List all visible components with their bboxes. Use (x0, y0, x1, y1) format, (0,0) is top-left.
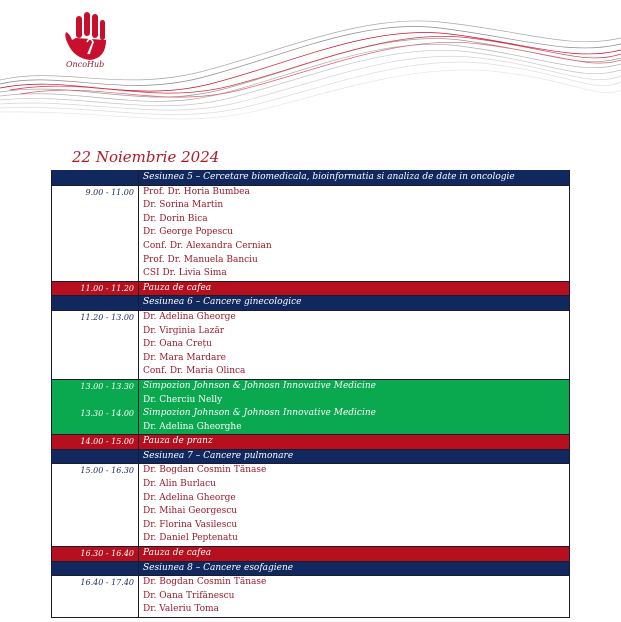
speaker-name: Dr. Bogdan Cosmin Tănase (139, 576, 570, 590)
schedule-row (52, 492, 570, 506)
speaker-name: Dr. Sorina Martin (139, 199, 570, 213)
session-title: Sesiunea 5 – Cercetare biomedicala, bioinformatia si analiza de date in oncologie (139, 171, 570, 186)
schedule-row (52, 171, 570, 186)
schedule-row (52, 590, 570, 604)
schedule-row (52, 240, 570, 254)
break-label: Pauza de pranz (139, 435, 570, 450)
time-cell (52, 492, 139, 506)
time-cell (52, 449, 139, 464)
session-title: Sesiunea 8 – Cancere esofagiene (139, 561, 570, 576)
schedule-row (52, 464, 570, 478)
time-cell (52, 421, 139, 435)
speaker-name: Dr. Adelina Gheorghe (139, 421, 570, 435)
schedule-row (52, 547, 570, 562)
speaker-name: Conf. Dr. Maria Olinca (139, 365, 570, 379)
page-title: 22 Noiembrie 2024 (72, 148, 220, 166)
time-cell: 13.00 - 13.30 (52, 379, 139, 393)
speaker-name: Dr. Virginia Lazăr (139, 325, 570, 339)
time-cell (52, 171, 139, 186)
time-cell (52, 267, 139, 281)
schedule-row (52, 603, 570, 617)
time-cell (52, 505, 139, 519)
time-cell (52, 254, 139, 268)
speaker-name: Conf. Dr. Alexandra Cernian (139, 240, 570, 254)
schedule-row (52, 199, 570, 213)
time-cell (52, 365, 139, 379)
time-cell (52, 352, 139, 366)
speaker-name: Dr. Mara Mardare (139, 352, 570, 366)
session-title: Sesiunea 6 – Cancere ginecologice (139, 296, 570, 311)
schedule-row (52, 296, 570, 311)
speaker-name: Dr. Bogdan Cosmin Tănase (139, 464, 570, 478)
schedule-row (52, 576, 570, 590)
schedule-row (52, 281, 570, 296)
speaker-name: Dr. Daniel Peptenatu (139, 532, 570, 546)
schedule-row (52, 449, 570, 464)
time-cell (52, 226, 139, 240)
break-label: Pauza de cafea (139, 547, 570, 562)
time-cell (52, 561, 139, 576)
schedule-row (52, 325, 570, 339)
time-cell (52, 325, 139, 339)
schedule-row (52, 505, 570, 519)
speaker-name: Dr. Florina Vasilescu (139, 519, 570, 533)
time-cell: 9.00 - 11.00 (52, 185, 139, 199)
session-title: Sesiunea 7 – Cancere pulmonare (139, 449, 570, 464)
speaker-name: Simpozion Johnson & Johnosn Innovative Medicine (139, 407, 570, 421)
speaker-name: Prof. Dr. Manuela Banciu (139, 254, 570, 268)
time-cell (52, 296, 139, 311)
schedule-row (52, 394, 570, 408)
schedule-row (52, 310, 570, 324)
schedule-row (52, 213, 570, 227)
time-cell (52, 240, 139, 254)
time-cell (52, 519, 139, 533)
time-cell: 13.30 - 14.00 (52, 407, 139, 421)
time-cell (52, 532, 139, 546)
speaker-name: Dr. Alin Burlacu (139, 478, 570, 492)
time-cell (52, 338, 139, 352)
schedule-row (52, 254, 570, 268)
speaker-name: Simpozion Johnson & Johnosn Innovative Medicine (139, 379, 570, 393)
schedule-row (52, 226, 570, 240)
speaker-name: Dr. Oana Trifănescu (139, 590, 570, 604)
schedule-row (52, 435, 570, 450)
schedule-row (52, 267, 570, 281)
schedule-row (52, 532, 570, 546)
time-cell (52, 478, 139, 492)
speaker-name: Dr. Valeriu Toma (139, 603, 570, 617)
time-cell: 16.30 - 16.40 (52, 547, 139, 562)
schedule-row (52, 352, 570, 366)
time-cell: 15.00 - 16.30 (52, 464, 139, 478)
schedule-row (52, 338, 570, 352)
schedule-row (52, 407, 570, 421)
speaker-name: CSI Dr. Livia Sima (139, 267, 570, 281)
time-cell: 11.00 - 11.20 (52, 281, 139, 296)
time-cell: 16.40 - 17.40 (52, 576, 139, 590)
speaker-name: Dr. Mihai Georgescu (139, 505, 570, 519)
speaker-name: Dr. George Popescu (139, 226, 570, 240)
time-cell: 14.00 - 15.00 (52, 435, 139, 450)
speaker-name: Prof. Dr. Horia Bumbea (139, 185, 570, 199)
schedule-row (52, 478, 570, 492)
schedule-row (52, 365, 570, 379)
break-label: Pauza de cafea (139, 281, 570, 296)
time-cell (52, 199, 139, 213)
time-cell: 11.20 - 13.00 (52, 310, 139, 324)
logo-text: OncoHub (66, 60, 105, 69)
schedule-row (52, 561, 570, 576)
speaker-name: Dr. Adelina Gheorge (139, 310, 570, 324)
schedule-row (52, 379, 570, 393)
schedule-table (51, 170, 570, 618)
time-cell (52, 213, 139, 227)
speaker-name: Dr. Oana Crețu (139, 338, 570, 352)
schedule-row (52, 185, 570, 199)
schedule-row (52, 421, 570, 435)
time-cell (52, 590, 139, 604)
time-cell (52, 394, 139, 408)
speaker-name: Dr. Dorin Bica (139, 213, 570, 227)
time-cell (52, 603, 139, 617)
schedule-row (52, 519, 570, 533)
speaker-name: Dr. Adelina Gheorge (139, 492, 570, 506)
speaker-name: Dr. Cherciu Nelly (139, 394, 570, 408)
